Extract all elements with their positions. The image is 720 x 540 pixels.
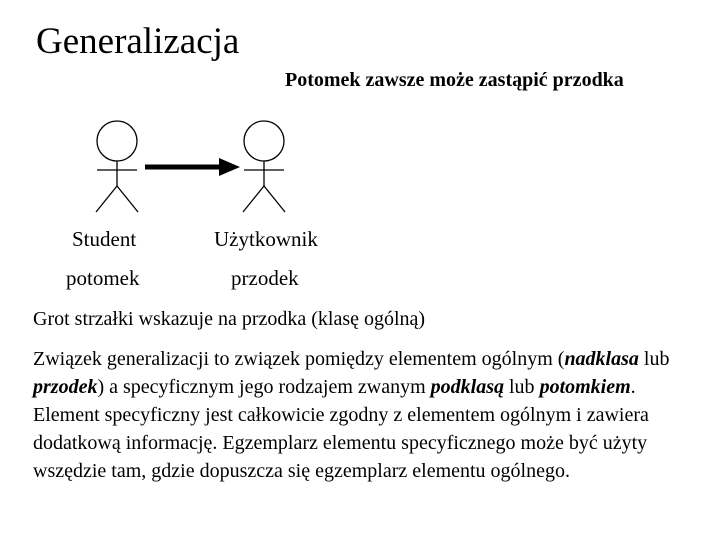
slide-subtitle: Potomek zawsze może zastąpić przodka [285, 69, 624, 91]
paragraph-text: . Element specyficzny jest całkowicie zgodny z elementem ogólnym i zawiera dodatkową informację. Egzemplarz elementu specyficznego może być użyty wszędzie tam, gdzie dopuszcza się egzemplarz elementu ogólnego. [33, 376, 649, 482]
term-przodek: przodek [33, 376, 98, 398]
term-podklasa: podklasą [430, 376, 504, 398]
role-label-potomek: potomek [66, 266, 140, 290]
definition-paragraph [33, 345, 693, 485]
paragraph-text: lub [638, 348, 670, 370]
paragraph-text: ) a specyficznym jego rodzajem zwanym [97, 376, 431, 398]
paragraph-text: lub [504, 376, 540, 398]
arrow-caption: Grot strzałki wskazuje na przodka (klasę ogólną) [33, 308, 426, 330]
paragraph-text: Związek generalizacji to związek pomiędzy elementem ogólnym ( [33, 348, 565, 370]
actor-label-uzytkownik: Użytkownik [214, 227, 318, 251]
stick-figure-icon [243, 121, 285, 212]
actor-label-student: Student [72, 227, 137, 251]
term-nadklasa: nadklasa [564, 348, 639, 370]
role-label-przodek: przodek [231, 266, 299, 290]
page-title: Generalizacja [36, 21, 240, 62]
term-potomek: potomkiem [539, 376, 631, 398]
generalization-arrow-icon [145, 158, 240, 176]
stick-figure-icon [96, 121, 138, 212]
